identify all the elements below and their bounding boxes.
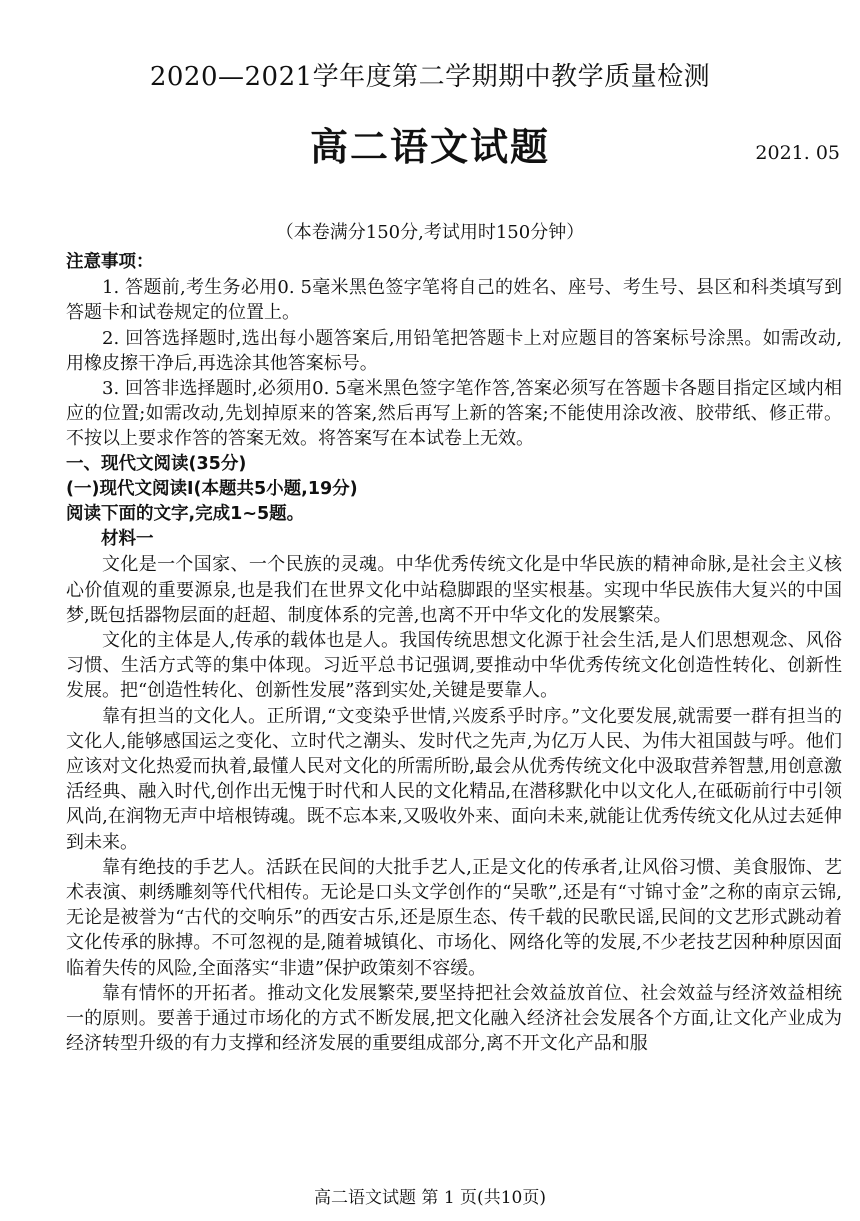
subject-title: 高二语文试题 <box>309 125 550 169</box>
exam-date: 2021. 05 <box>755 142 840 164</box>
notice-item-3: 3. 回答非选择题时,必须用0. 5毫米黑色签字笔作答,答案必须写在答题卡各题目指定区域内相应的位置;如需改动,先划掉原来的答案,然后再写上新的答案;不能使用涂改液、胶带纸、修正带。不按以上要求作答的答案无效。将答案写在本试卷上无效。 <box>66 378 842 450</box>
reading-instruction: 阅读下面的文字,完成1~5题。 <box>66 504 305 525</box>
notice-item-1: 1. 答题前,考生务必用0. 5毫米黑色签字笔将自己的姓名、座号、考生号、县区和科类填写到答题卡和试卷规定的位置上。 <box>66 277 842 324</box>
material-paragraph-3: 靠有担当的文化人。正所谓,“文变染乎世情,兴废系乎时序。”文化要发展,就需要一群有担当的文化人,能够感国运之变化、立时代之潮头、发时代之先声,为亿万人民、为伟大祖国鼓与呼。他们应该对文化热爱而执着,最懂人民对文化的所需所盼,最会从优秀传统文化中汲取营养智慧,用创意激活经典、融入时代,创作出无愧于时代和人民的文化精品,在潜移默化中以文化人,在砥砺前行中引领风尚,在润物无声中培根铸魂。既不忘本来,又吸收外来、面向未来,就能让优秀传统文化从过去延伸到未来。 <box>66 705 842 853</box>
score-note: （本卷满分150分,考试用时150分钟） <box>275 222 585 243</box>
material-paragraph-1: 文化是一个国家、一个民族的灵魂。中华优秀传统文化是中华民族的精神命脉,是社会主义核心价值观的重要源泉,也是我们在世界文化中站稳脚跟的坚实根基。实现中华民族伟大复兴的中国梦,既包括器物层面的赶超、制度体系的完善,也离不开中华文化的发展繁荣。 <box>66 554 842 626</box>
notice-title: 注意事项： <box>66 252 154 272</box>
section-subtitle: (一)现代文阅读Ⅰ(本题共5小题,19分) <box>66 478 358 499</box>
exam-content <box>66 250 842 1057</box>
section-title: 一、现代文阅读(35分) <box>66 453 247 474</box>
exam-title: 2020—2021学年度第二学期期中教学质量检测 <box>149 62 711 92</box>
notice-item-2: 2. 回答选择题时,选出每小题答案后,用铅笔把答题卡上对应题目的答案标号涂黑。如需改动,用橡皮擦干净后,再选涂其他答案标号。 <box>66 327 842 374</box>
page-footer: 高二语文试题 第 1 页(共10页) <box>314 1188 546 1208</box>
material-title: 材料一 <box>101 529 154 550</box>
material-paragraph-2: 文化的主体是人,传承的载体也是人。我国传统思想文化源于社会生活,是人们思想观念、风俗习惯、生活方式等的集中体现。习近平总书记强调,要推动中华优秀传统文化创造性转化、创新性发展。把“创造性转化、创新性发展”落到实处,关键是要靠人。 <box>66 630 842 702</box>
material-paragraph-5: 靠有情怀的开拓者。推动文化发展繁荣,要坚持把社会效益放首位、社会效益与经济效益相统一的原则。要善于通过市场化的方式不断发展,把文化融入经济社会发展各个方面,让文化产业成为经济转型升级的有力支撑和经济发展的重要组成部分,离不开文化产品和服 <box>66 982 842 1055</box>
material-paragraph-4: 靠有绝技的手艺人。活跃在民间的大批手艺人,正是文化的传承者,让风俗习惯、美食服饰、艺术表演、刺绣雕刻等代代相传。无论是口头文学创作的“吴歌”,还是有“寸锦寸金”之称的南京云锦,无论是被誉为“古代的交响乐”的西安古乐,还是原生态、传千载的民歌民谣,民间的文艺形式跳动着文化传承的脉搏。不可忽视的是,随着城镇化、市场化、网络化等的发展,不少老技艺因种种原因面临着失传的风险,全面落实“非遗”保护政策刻不容缓。 <box>66 856 842 979</box>
